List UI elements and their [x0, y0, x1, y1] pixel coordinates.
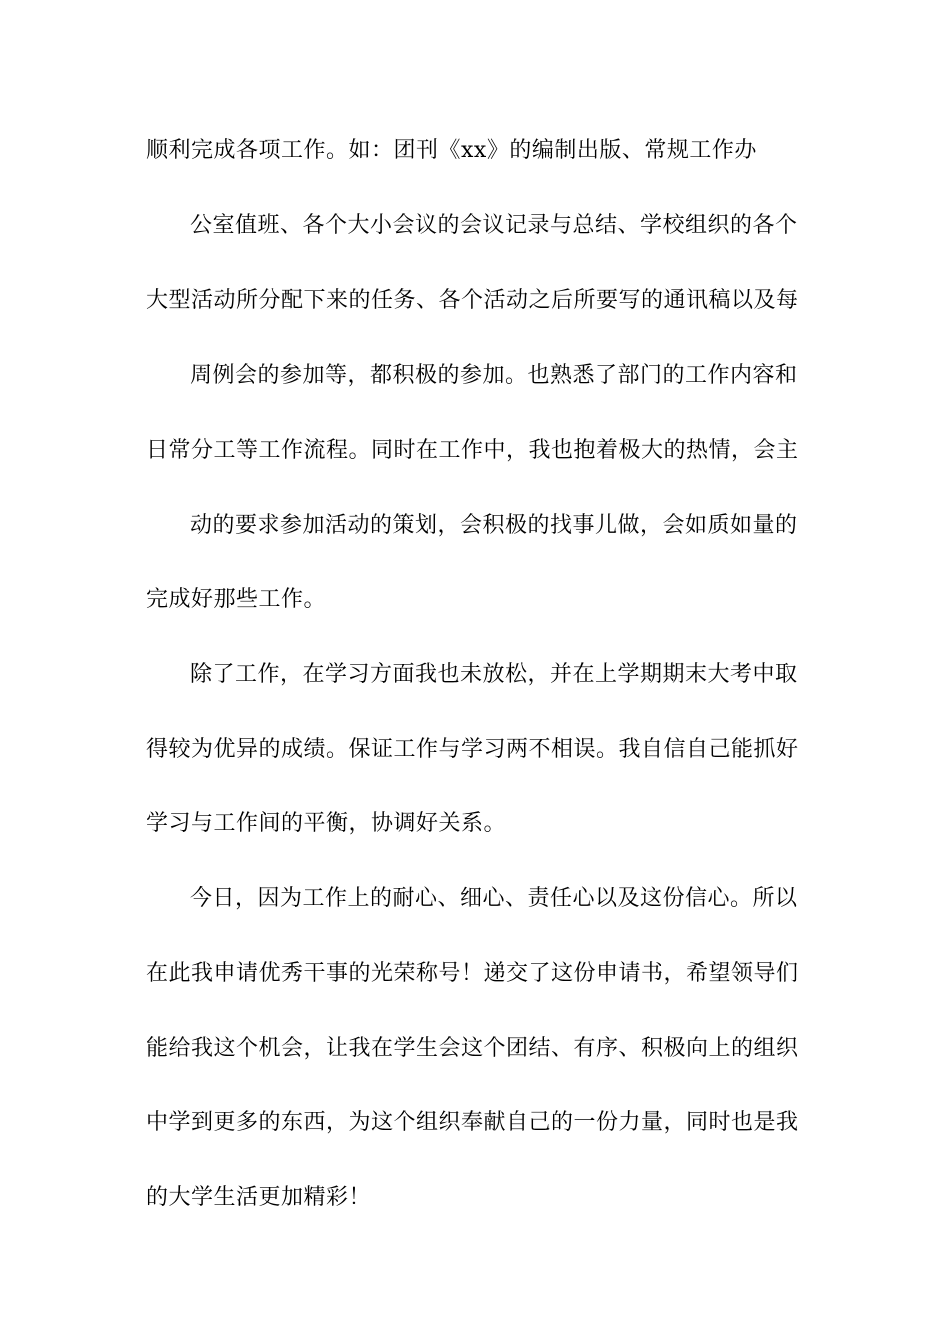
text-line: 中学到更多的东西，为这个组织奉献自己的一份力量，同时也是我 [146, 1110, 799, 1135]
text-line: 今日，因为工作上的耐心、细心、责任心以及这份信心。所以 [190, 886, 798, 911]
text-line: 在此我申请优秀干事的光荣称号！递交了这份申请书，希望领导们 [146, 961, 799, 986]
text-line: 学习与工作间的平衡，协调好关系。 [146, 811, 507, 836]
text-line: 大型活动所分配下来的任务、各个活动之后所要写的通讯稿以及每 [146, 288, 799, 313]
text-line: 公室值班、各个大小会议的会议记录与总结、学校组织的各个 [190, 213, 798, 238]
text-line: 完成好那些工作。 [146, 587, 327, 612]
text-line: 的大学生活更加精彩！ [146, 1185, 372, 1210]
text-line: 周例会的参加等，都积极的参加。也熟悉了部门的工作内容和 [190, 363, 798, 388]
text-line: 动的要求参加活动的策划，会积极的找事儿做，会如质如量的 [190, 513, 798, 538]
text-line: 能给我这个机会，让我在学生会这个团结、有序、积极向上的组织 [146, 1036, 799, 1061]
text-line: 除了工作，在学习方面我也未放松，并在上学期期末大考中取 [190, 662, 798, 687]
text-line: 得较为优异的成绩。保证工作与学习两不相误。我自信自己能抓好 [146, 737, 799, 762]
text-line: 日常分工等工作流程。同时在工作中，我也抱着极大的热情，会主 [146, 438, 799, 463]
text-line: 顺利完成各项工作。如：团刊《xx》的编制出版、常规工作办 [146, 138, 757, 163]
